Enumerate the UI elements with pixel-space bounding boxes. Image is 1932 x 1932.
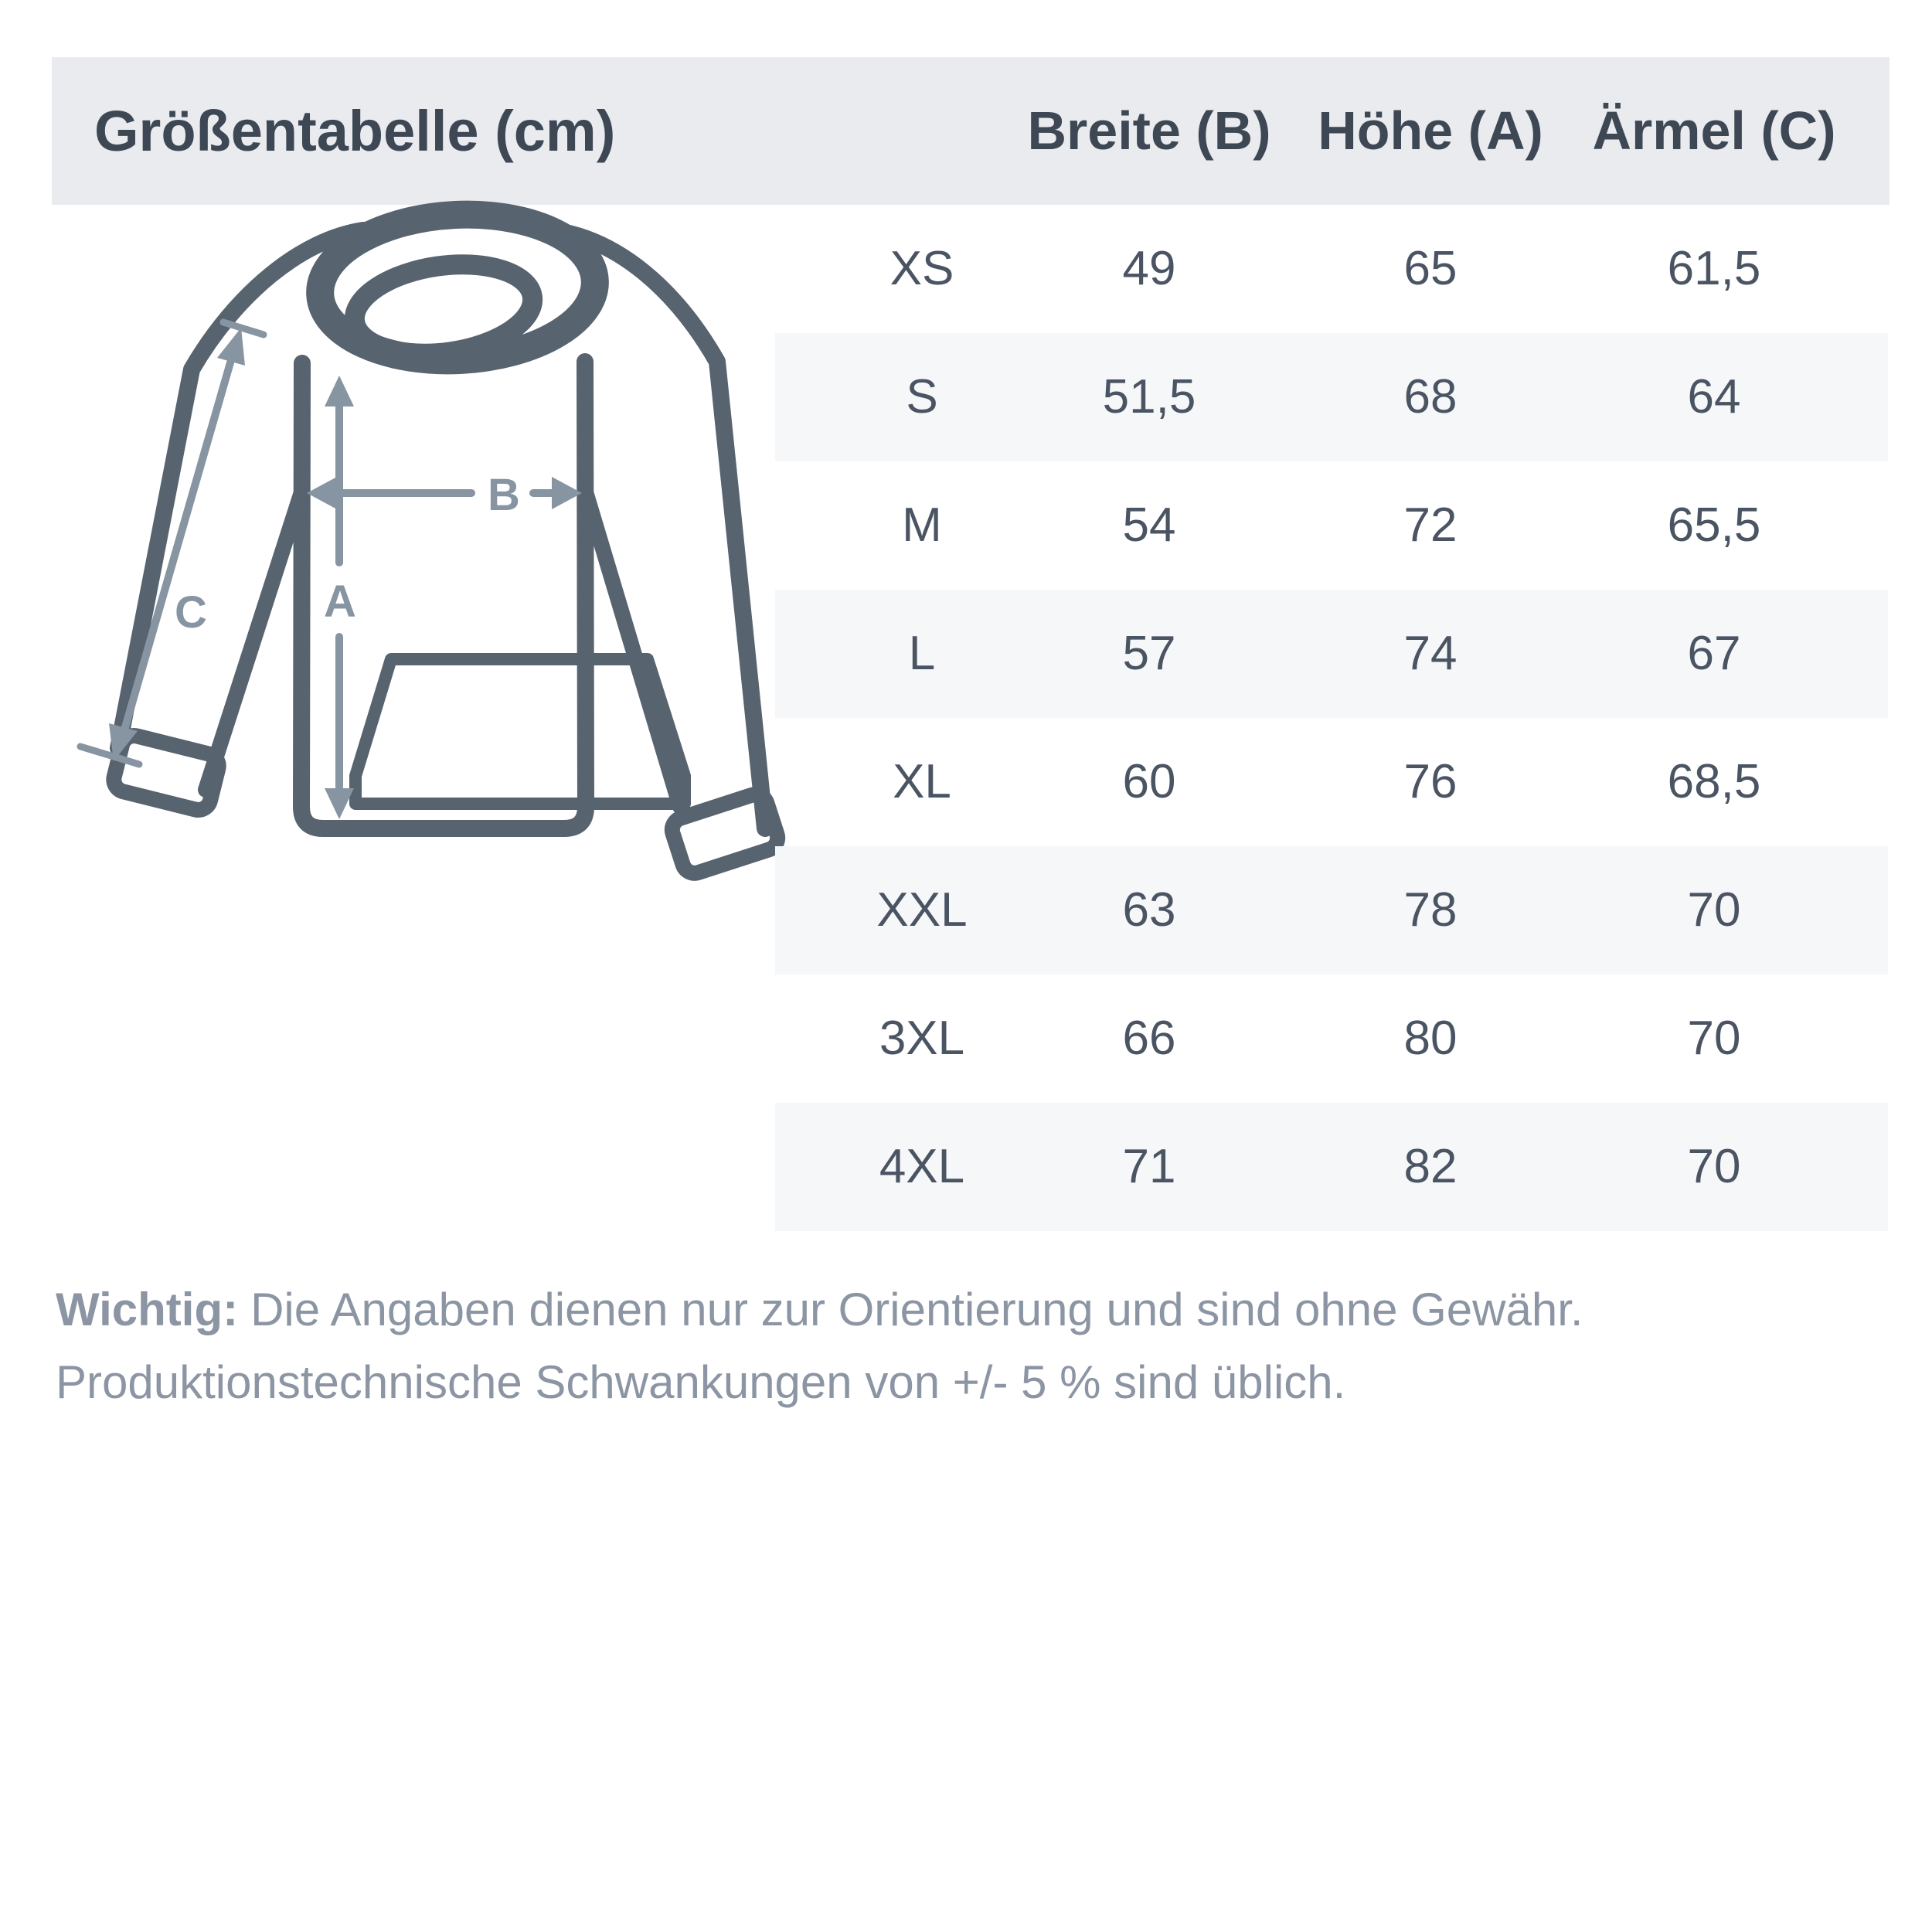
- size-label: 3XL: [879, 1012, 965, 1065]
- table-row-m: [775, 461, 1888, 590]
- table-row-3xl: [775, 975, 1888, 1103]
- hoodie-measurement-diagram: [31, 178, 796, 927]
- disclaimer-warn-label: Wichtig:: [56, 1284, 239, 1335]
- size-label: XS: [889, 242, 954, 295]
- breite-value: 60: [1122, 755, 1176, 808]
- dimension-label-b: B: [488, 470, 520, 520]
- column-header-breite: Breite (B): [1027, 100, 1271, 161]
- size-label: L: [908, 627, 936, 680]
- hoodie-left-sleeve-inner: [206, 495, 301, 790]
- table-row-4xl: [775, 1103, 1888, 1231]
- hoehe-value: 82: [1403, 1140, 1458, 1193]
- aermel-value: 67: [1687, 627, 1741, 680]
- hoehe-value: 80: [1403, 1012, 1458, 1065]
- size-label: XXL: [876, 883, 968, 937]
- breite-value: 54: [1122, 498, 1176, 552]
- aermel-value: 70: [1687, 1012, 1741, 1065]
- size-label: 4XL: [879, 1140, 965, 1193]
- size-label: M: [902, 498, 942, 552]
- hoehe-value: 72: [1403, 498, 1458, 552]
- arrow-a-head-up: [325, 376, 354, 406]
- aermel-value: 64: [1687, 370, 1741, 423]
- dimension-label-a: A: [324, 577, 356, 627]
- breite-value: 51,5: [1102, 370, 1196, 423]
- disclaimer-line-2: Produktionstechnische Schwankungen von +/- 5 % sind üblich.: [56, 1356, 1346, 1408]
- breite-value: 71: [1122, 1140, 1176, 1193]
- breite-value: 49: [1122, 242, 1176, 295]
- table-row-xs: [775, 205, 1888, 333]
- disclaimer-line-1: [56, 1274, 1856, 1346]
- hoodie-right-sleeve-inner: [587, 495, 680, 807]
- arrow-b-head-left: [307, 477, 337, 509]
- hoehe-value: 65: [1403, 242, 1458, 295]
- disclaimer-text-1: Die Angaben dienen nur zur Orientierung und sind ohne Gewähr.: [250, 1284, 1583, 1335]
- table-row-s: [775, 333, 1888, 461]
- column-header-hoehe: Höhe (A): [1318, 100, 1543, 161]
- hoehe-value: 74: [1403, 627, 1458, 680]
- hoehe-value: 78: [1403, 883, 1458, 937]
- column-header-aermel: Ärmel (C): [1592, 100, 1836, 161]
- page-title: Größentabelle (cm): [94, 99, 616, 163]
- aermel-value: 61,5: [1667, 242, 1761, 295]
- table-row-xl: [775, 718, 1888, 846]
- breite-value: 63: [1122, 883, 1176, 937]
- arrow-c-tick-bottom: [80, 747, 139, 764]
- aermel-value: 68,5: [1667, 755, 1761, 808]
- dimension-label-c: C: [175, 587, 207, 638]
- aermel-value: 65,5: [1667, 498, 1761, 552]
- aermel-value: 70: [1687, 1140, 1741, 1193]
- size-label: S: [906, 370, 938, 423]
- table-row-l: [775, 590, 1888, 718]
- breite-value: 57: [1122, 627, 1176, 680]
- table-row-xxl: [775, 846, 1888, 975]
- hoehe-value: 76: [1403, 755, 1458, 808]
- hoehe-value: 68: [1403, 370, 1458, 423]
- breite-value: 66: [1122, 1012, 1176, 1065]
- disclaimer-note: [56, 1274, 1856, 1419]
- size-label: XL: [893, 755, 951, 808]
- aermel-value: 70: [1687, 883, 1741, 937]
